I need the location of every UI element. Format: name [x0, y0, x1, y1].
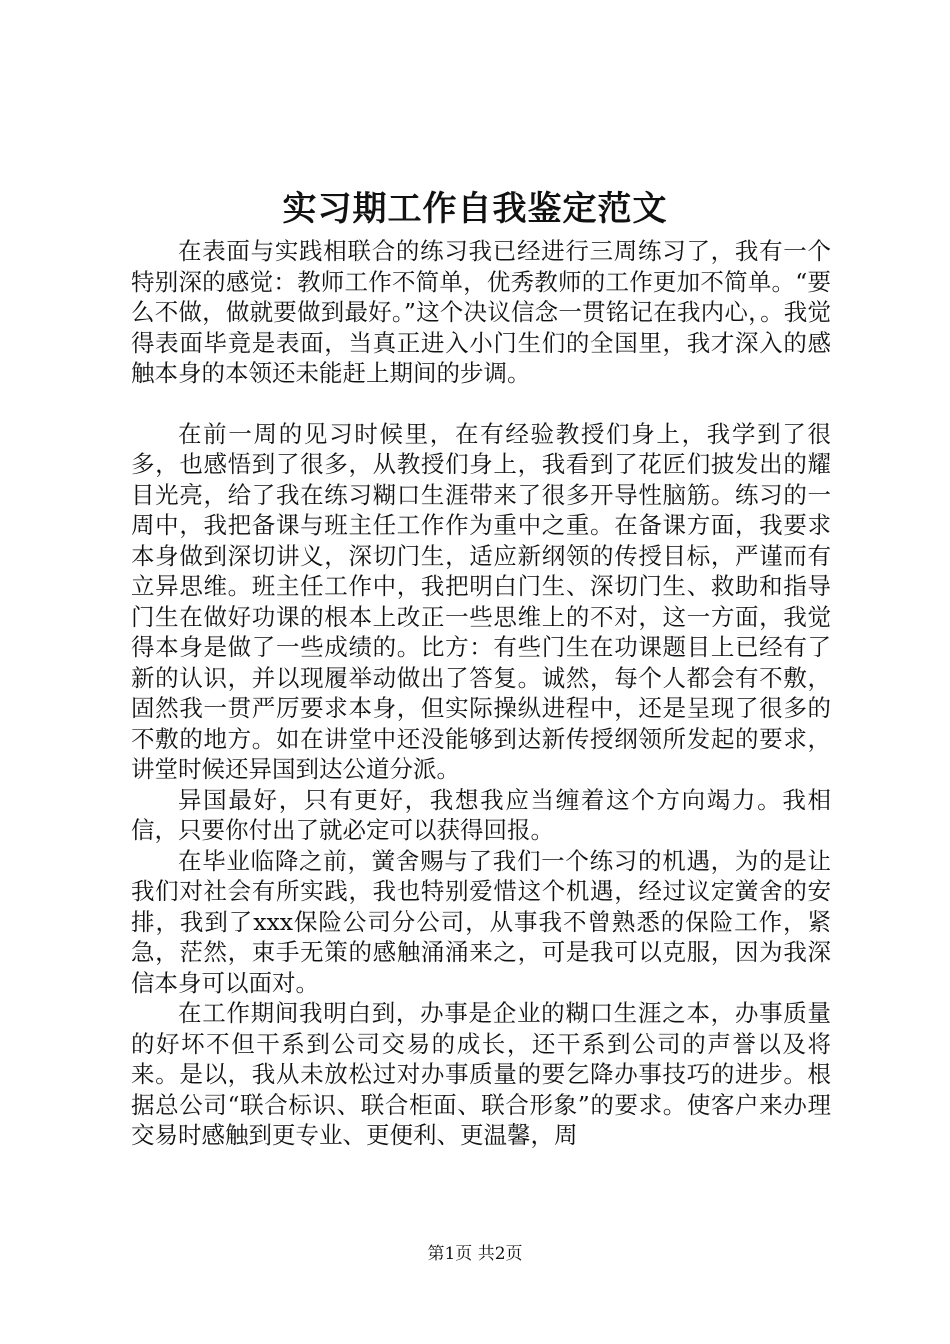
paragraph-3: 异国最好，只有更好，我想我应当缠着这个方向竭力。我相信，只要你付出了就必定可以获得回报。	[131, 785, 831, 844]
document-body	[131, 236, 831, 1151]
paragraph-2: 在前一周的见习时候里，在有经验教授们身上，我学到了很多，也感悟到了很多，从教授们身上，我看到了花匠们披发出的耀目光亮，给了我在练习糊口生涯带来了很多开导性脑筋。练习的一周中，我把备课与班主任工作作为重中之重。在备课方面，我要求本身做到深切讲义，深切门生，适应新纲领的传授目标，严谨而有立异思维。班主任工作中，我把明白门生、深切门生、救助和指导门生在做好功课的根本上改正一些思维上的不对，这一方面，我觉得本身是做了一些成绩的。比方：有些门生在功课题目上已经有了新的认识，并以现履举动做出了答复。诚然，每个人都会有不敷，固然我一贯严厉要求本身，但实际操纵进程中，还是呈现了很多的不敷的地方。如在讲堂中还没能够到达新传授纲领所发起的要求，讲堂时候还异国到达公道分派。	[131, 419, 831, 783]
paragraph-5: 在工作期间我明白到，办事是企业的糊口生涯之本，办事质量的好坏不但干系到公司交易的成长，还干系到公司的声誉以及将来。是以，我从未放松过对办事质量的要乞降办事技巧的进步。根据总公司“联合标识、联合柜面、联合形象”的要求。使客户来办理交易时感触到更专业、更便利、更温馨，周	[131, 999, 831, 1149]
page-footer: 第1页 共2页	[427, 1244, 523, 1264]
document-title: 实习期工作自我鉴定范文	[282, 189, 668, 229]
paragraph-1: 在表面与实践相联合的练习我已经进行三周练习了，我有一个特别深的感觉：教师工作不简单，优秀教师的工作更加不简单。“要么不做，做就要做到最好。”这个决议信念一贯铭记在我内心，。我觉得表面毕竟是表面，当真正进入小门生们的全国里，我才深入的感触本身的本领还未能赶上期间的步调。	[131, 237, 831, 387]
paragraph-4: 在毕业临降之前，黉舍赐与了我们一个练习的机遇，为的是让我们对社会有所实践，我也特别爱惜这个机遇，经过议定黉舍的安排，我到了xxx保险公司分公司，从事我不曾熟悉的保险工作，紧急，茫然，束手无策的感触涌涌来之，可是我可以克服，因为我深信本身可以面对。	[131, 846, 831, 997]
